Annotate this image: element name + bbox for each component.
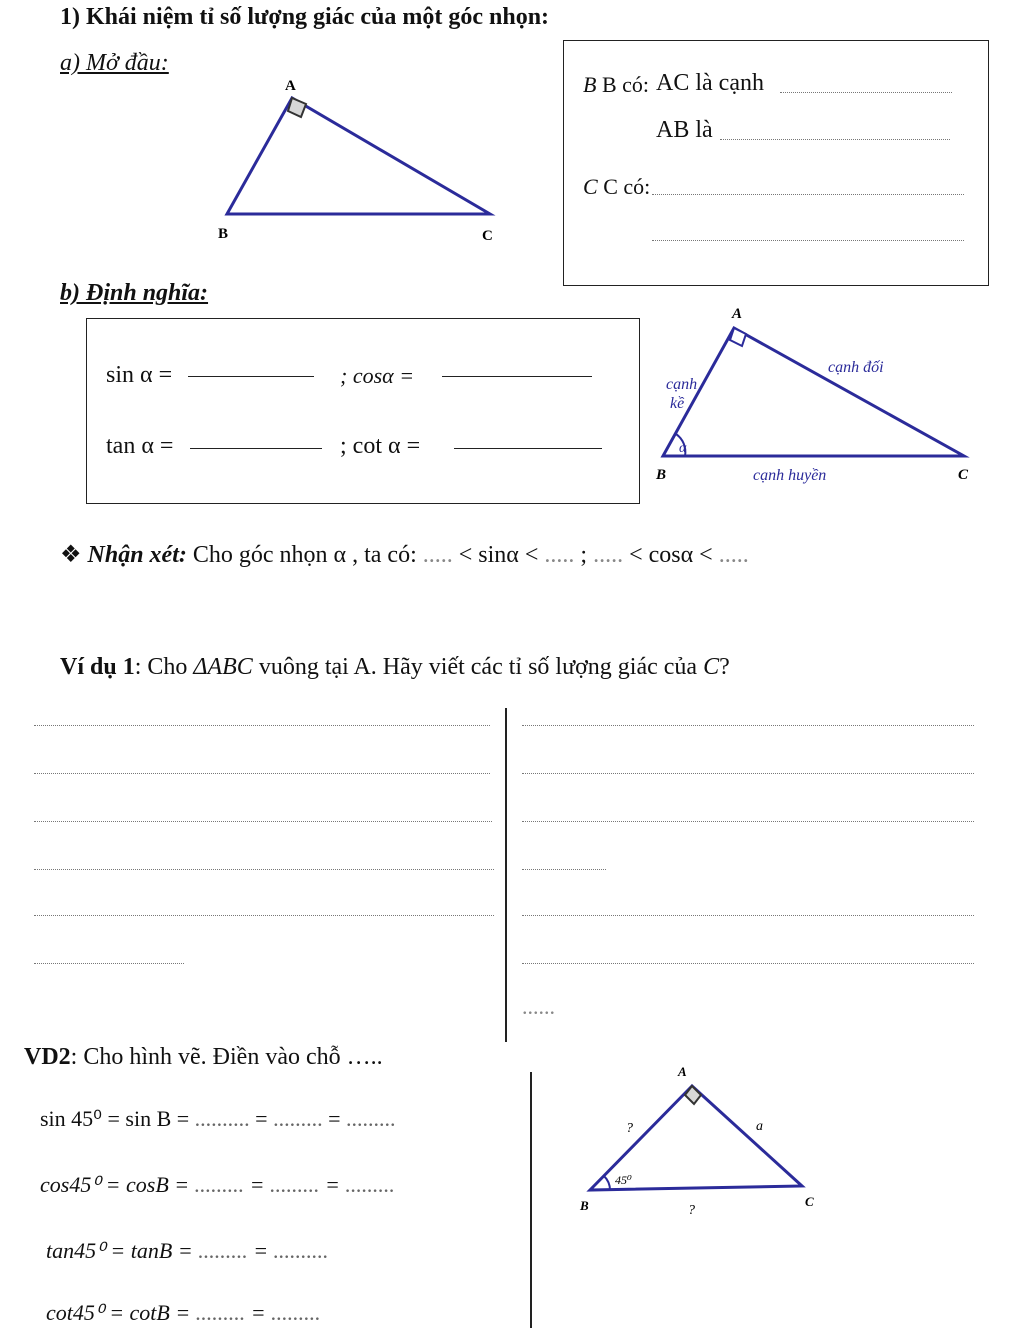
equals: = [255,1106,268,1131]
triangle-figure-b [648,298,988,498]
triangle-figure-a [210,72,510,252]
box-line2-text: AB là [656,117,713,143]
triangle-abc-b [663,328,964,456]
part-b-heading-text: b) Định nghĩa: [60,280,209,306]
vertex-label-b: B [656,467,667,483]
blank-line[interactable] [720,139,950,140]
angle-45-label: 45⁰ [615,1173,632,1187]
remark-separator: ; [580,542,588,568]
equals: = [328,1106,341,1131]
example2-row [46,1238,329,1264]
right-angle-mark [730,328,746,346]
adjacent-side-label: cạnh [666,376,698,393]
blank-2[interactable]: ......... [273,1106,323,1131]
side-ac-label: a [756,1119,763,1134]
cot-fraction-line[interactable] [454,448,602,449]
remark-blank-1[interactable]: ..... [422,542,453,568]
example2-label: VD2 [24,1044,71,1070]
answer-line-left[interactable] [34,869,494,870]
triangle-abc-a [227,98,490,214]
remark-label: Nhận xét: [87,542,187,568]
adjacent-side-label-2: kề [670,395,685,412]
example2-text: : Cho hình vẽ. Điền vào chỗ ….. [70,1044,383,1070]
row-left: cot45⁰ = cotB = [46,1300,191,1325]
answer-line-left[interactable] [34,915,494,916]
example2-row [46,1300,321,1326]
tan-fraction-line[interactable] [190,448,322,449]
vertex-label-b: B [580,1198,589,1213]
box-line1-text: AC là cạnh [656,70,764,96]
vertex-label-a: A [732,306,743,322]
blank-1[interactable]: ......... [195,1300,246,1325]
example1-label: Ví dụ 1 [60,654,135,680]
b-co-label: B có: [601,72,650,97]
cot-definition: ; cot α = [340,433,421,459]
answer-line-right[interactable] [522,773,974,774]
example1-text-before: : Cho [134,654,188,680]
hypotenuse-label: cạnh huyền [753,467,827,484]
remark-cos-part: < cosα < [629,542,713,568]
diamond-bullet-icon: ❖ [60,542,82,568]
vertex-label-b: B [218,226,229,242]
vertex-label-c: C [482,228,493,244]
sin-definition: sin α = [106,362,173,388]
answer-line-left[interactable] [34,725,490,726]
answer-line-right[interactable] [522,821,974,822]
c-co-label: C có: [603,174,651,199]
answer-line-right-tail[interactable]: ...... [522,994,555,1019]
answer-line-left-short[interactable] [34,963,184,964]
blank-line[interactable] [780,92,952,93]
example2-row [40,1172,395,1198]
section-heading: 1) Khái niệm tỉ số lượng giác của một góc nhọn: [60,4,550,30]
remark-sin-part: < sinα < [458,542,539,568]
row-left: sin 45⁰ = sin B = [40,1106,190,1131]
equals: = [253,1238,269,1263]
blank-1[interactable]: ......... [198,1238,248,1263]
vertex-label-c: C [958,467,969,483]
angle-arc [604,1176,610,1190]
example2-line [24,1044,383,1071]
answer-line-left[interactable] [34,773,490,774]
remark-blank-4[interactable]: ..... [718,542,749,568]
answer-line-right-short[interactable] [522,869,606,870]
side-bc-label: ? [688,1203,695,1218]
remark-blank-3[interactable]: ..... [593,542,624,568]
side-ab-label: ? [626,1121,633,1136]
part-a-heading: a) Mở đầu: [60,50,169,76]
blank-2[interactable]: ......... [269,1172,320,1197]
sin-fraction-line[interactable] [188,376,314,377]
row-left: cos45⁰ = cosB = [40,1172,190,1197]
box-line1-prefix: B B có: [583,72,650,97]
answer-line-right[interactable] [522,725,974,726]
remark-line [60,540,749,569]
example1-line [60,654,730,681]
row-left: tan45⁰ = tanB = [46,1238,193,1263]
answer-line-right[interactable] [522,915,974,916]
tan-definition: tan α = [106,433,174,459]
answer-line-left[interactable] [34,821,492,822]
box-line3-prefix: C C có: [583,174,651,199]
cos-definition: ; cosα = [340,363,415,388]
blank-line[interactable] [652,240,964,241]
vertex-label-c: C [805,1194,814,1209]
remark-blank-2[interactable]: ..... [544,542,575,568]
example1-angle: C [703,654,720,680]
example2-divider [530,1072,532,1328]
blank-2[interactable]: .......... [273,1238,329,1263]
opposite-side-label: cạnh đối [828,359,884,376]
example1-triangle: ΔABC [193,654,253,680]
example2-row [40,1106,396,1132]
column-divider [505,708,507,1042]
vertex-label-a: A [678,1064,687,1079]
remark-text: Cho góc nhọn α , ta có: [192,542,417,568]
cos-fraction-line[interactable] [442,376,592,377]
equals: = [324,1172,340,1197]
equals: = [249,1172,265,1197]
blank-3[interactable]: ......... [346,1106,396,1131]
blank-2[interactable]: ......... [271,1300,321,1325]
blank-line[interactable] [652,194,964,195]
angle-alpha-label: α [679,441,687,456]
example1-question: ? [719,654,730,680]
equals: = [250,1300,266,1325]
vertex-label-a: A [285,78,296,94]
right-angle-mark [288,98,306,117]
answer-line-right[interactable] [522,963,974,964]
triangle-figure-vd2 [570,1060,830,1220]
blank-1[interactable]: ......... [194,1172,245,1197]
example1-text-after: vuông tại A. Hãy viết các tỉ số lượng giác của [258,654,698,680]
blank-1[interactable]: .......... [194,1106,250,1131]
definition-box [86,318,640,504]
blank-3[interactable]: ......... [345,1172,395,1197]
part-b-heading [60,280,208,307]
